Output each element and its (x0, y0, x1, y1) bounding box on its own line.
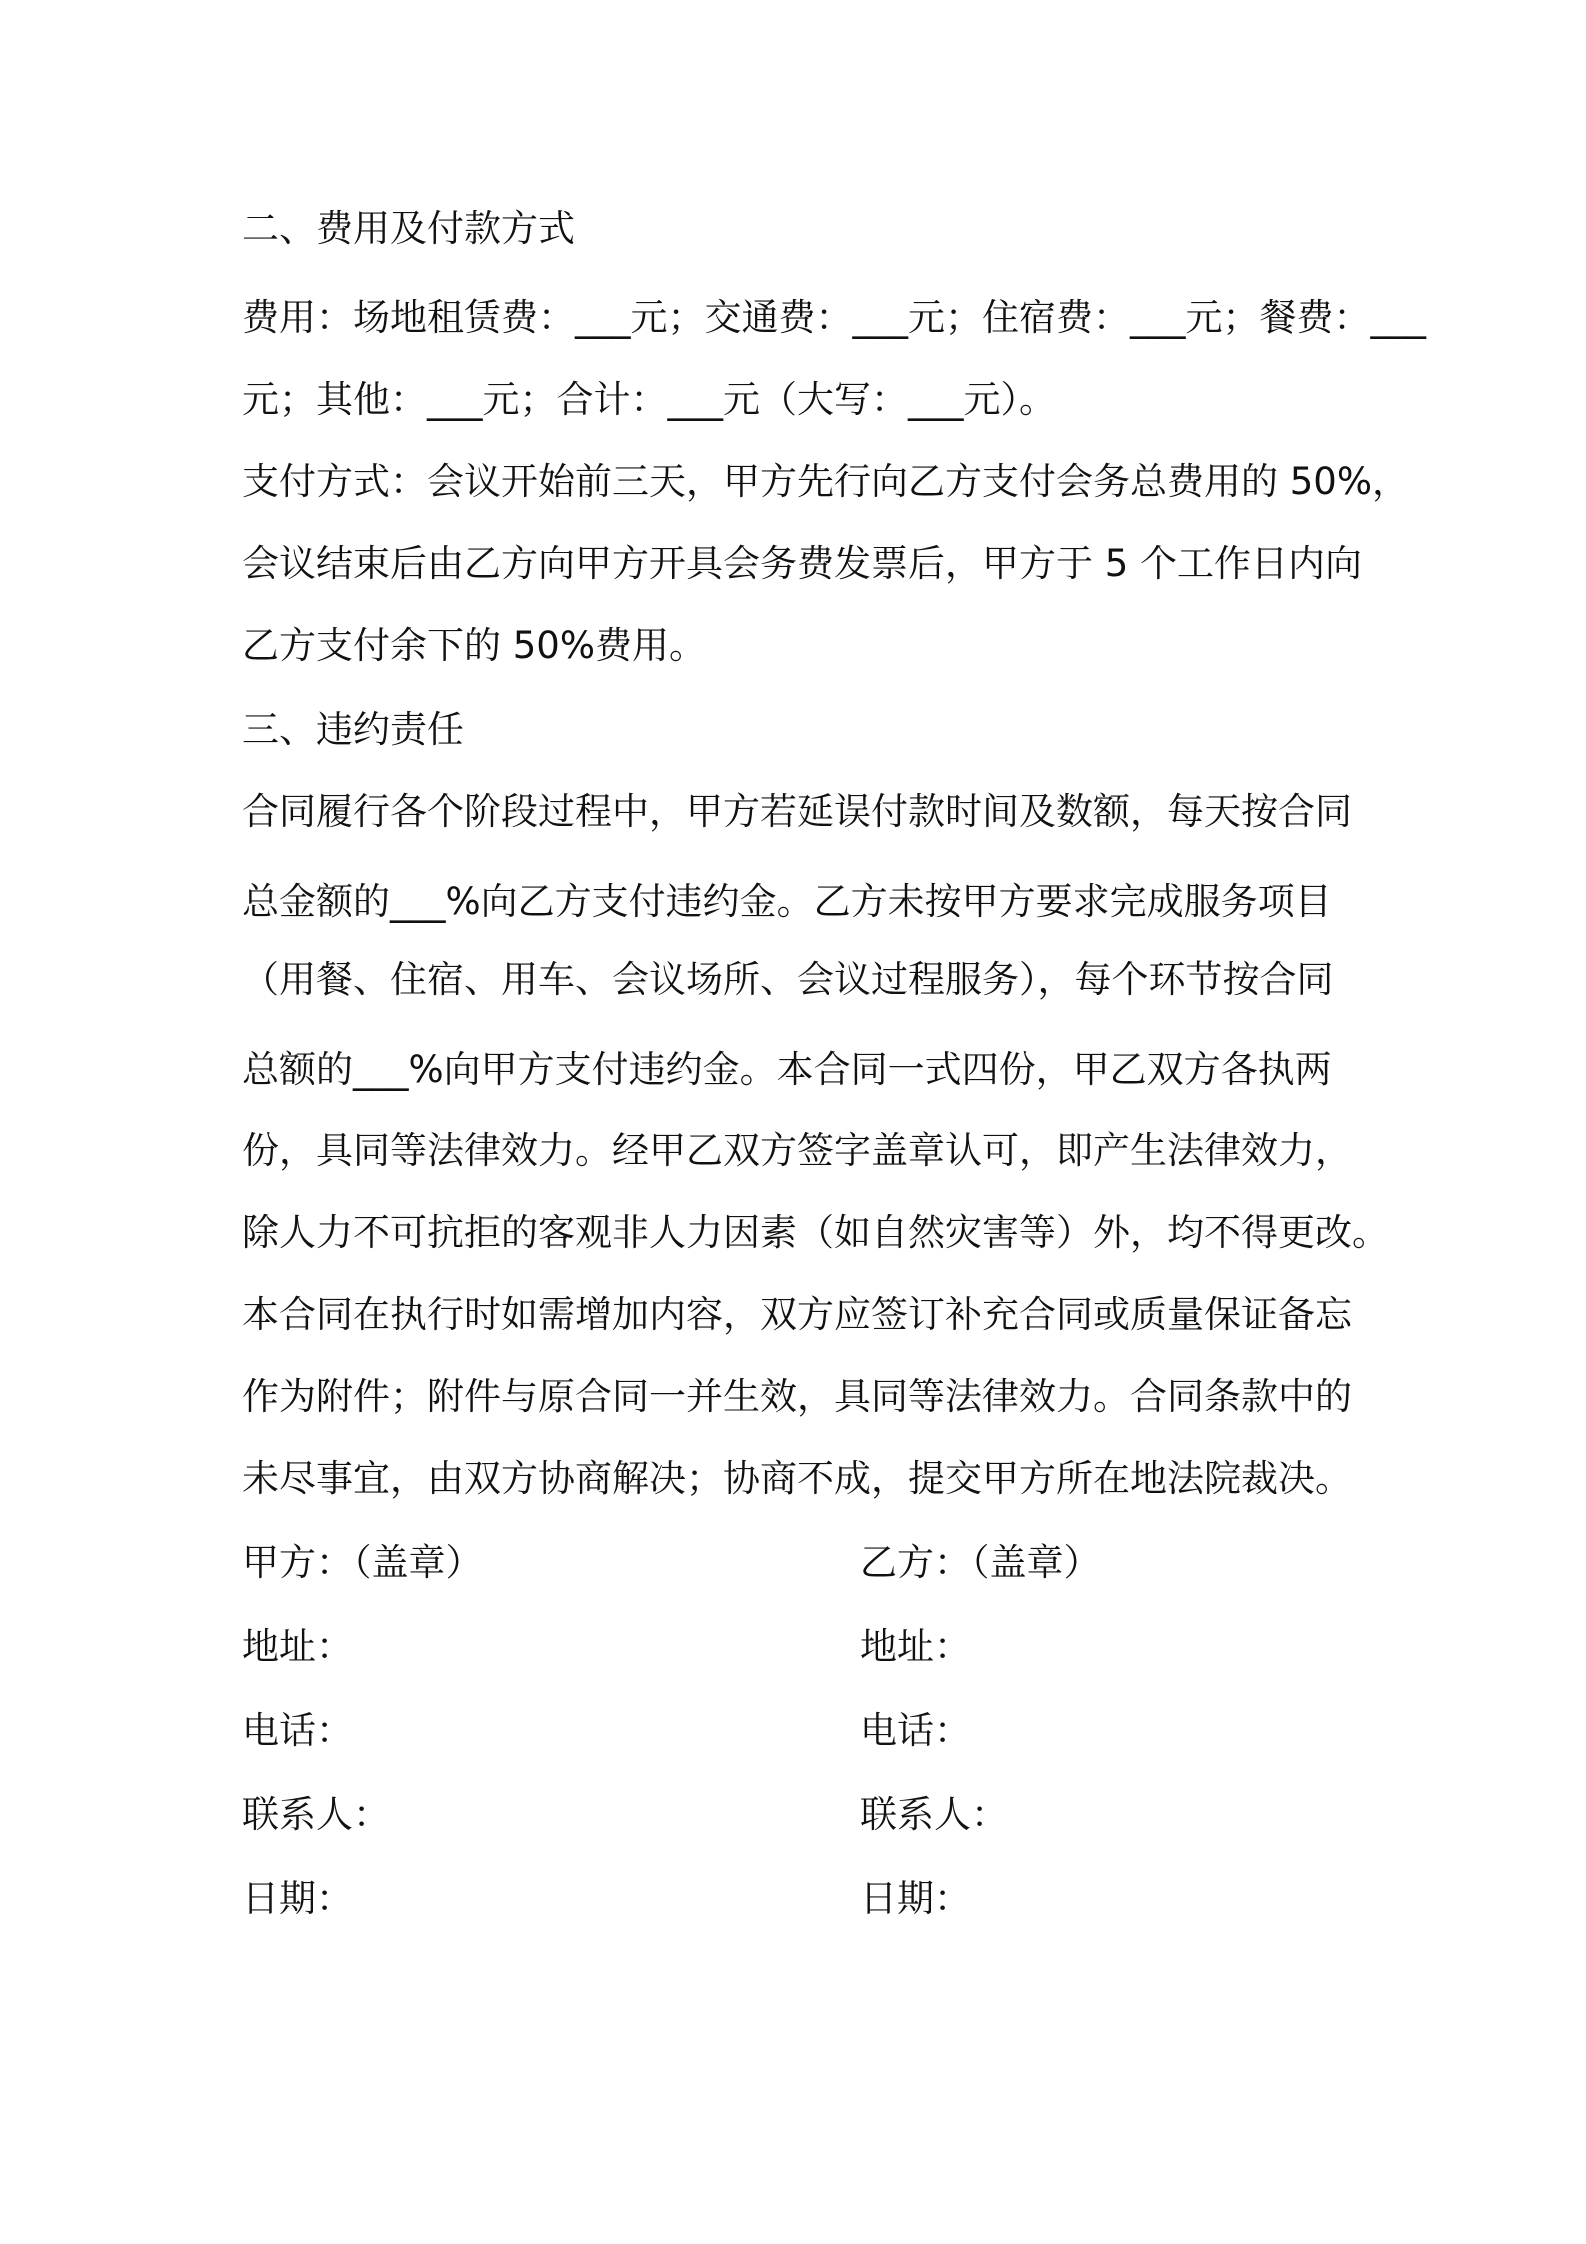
party-a-date: 日期： (242, 1877, 353, 1920)
payment-line-3: 乙方支付余下的 50%费用。 (242, 624, 706, 667)
liability-line-4: 总额的___%向甲方支付违约金。本合同一式四份，甲乙双方各执两 (242, 1048, 1332, 1091)
party-b-seal: 乙方：（盖章） (860, 1541, 1101, 1584)
section-heading-fees: 二、费用及付款方式 (242, 207, 575, 250)
party-a-seal: 甲方：（盖章） (242, 1541, 483, 1584)
party-b-phone: 电话： (860, 1709, 971, 1752)
party-a-phone: 电话： (242, 1709, 353, 1752)
liability-line-2: 总金额的___%向乙方支付违约金。乙方未按甲方要求完成服务项目 (242, 880, 1332, 923)
section-heading-liability: 三、违约责任 (242, 708, 464, 751)
liability-line-9: 未尽事宜，由双方协商解决；协商不成，提交甲方所在地法院裁决。 (242, 1457, 1352, 1500)
liability-line-7: 本合同在执行时如需增加内容，双方应签订补充合同或质量保证备忘 (242, 1293, 1352, 1336)
liability-line-6: 除人力不可抗拒的客观非人力因素（如自然灾害等）外，均不得更改。 (242, 1211, 1389, 1254)
fees-line-2: 元；其他：___元；合计：___元（大写：___元）。 (242, 378, 1056, 421)
liability-line-1: 合同履行各个阶段过程中，甲方若延误付款时间及数额，每天按合同 (242, 790, 1352, 833)
payment-line-2: 会议结束后由乙方向甲方开具会务费发票后，甲方于 5 个工作日内向 (242, 542, 1363, 585)
party-a-address: 地址： (242, 1625, 353, 1668)
party-a-contact: 联系人： (242, 1793, 390, 1836)
payment-line-1: 支付方式：会议开始前三天，甲方先行向乙方支付会务总费用的 50%， (242, 460, 1409, 503)
party-b-date: 日期： (860, 1877, 971, 1920)
party-b-contact: 联系人： (860, 1793, 1008, 1836)
liability-line-8: 作为附件；附件与原合同一并生效，具同等法律效力。合同条款中的 (242, 1375, 1352, 1418)
document-page (242, 0, 1426, 2244)
party-b-address: 地址： (860, 1625, 971, 1668)
liability-line-5: 份，具同等法律效力。经甲乙双方签字盖章认可，即产生法律效力， (242, 1129, 1352, 1172)
liability-line-3: （用餐、住宿、用车、会议场所、会议过程服务），每个环节按合同 (242, 958, 1334, 1001)
fees-line-1: 费用：场地租赁费：___元；交通费：___元；住宿费：___元；餐费：___ (242, 296, 1426, 339)
